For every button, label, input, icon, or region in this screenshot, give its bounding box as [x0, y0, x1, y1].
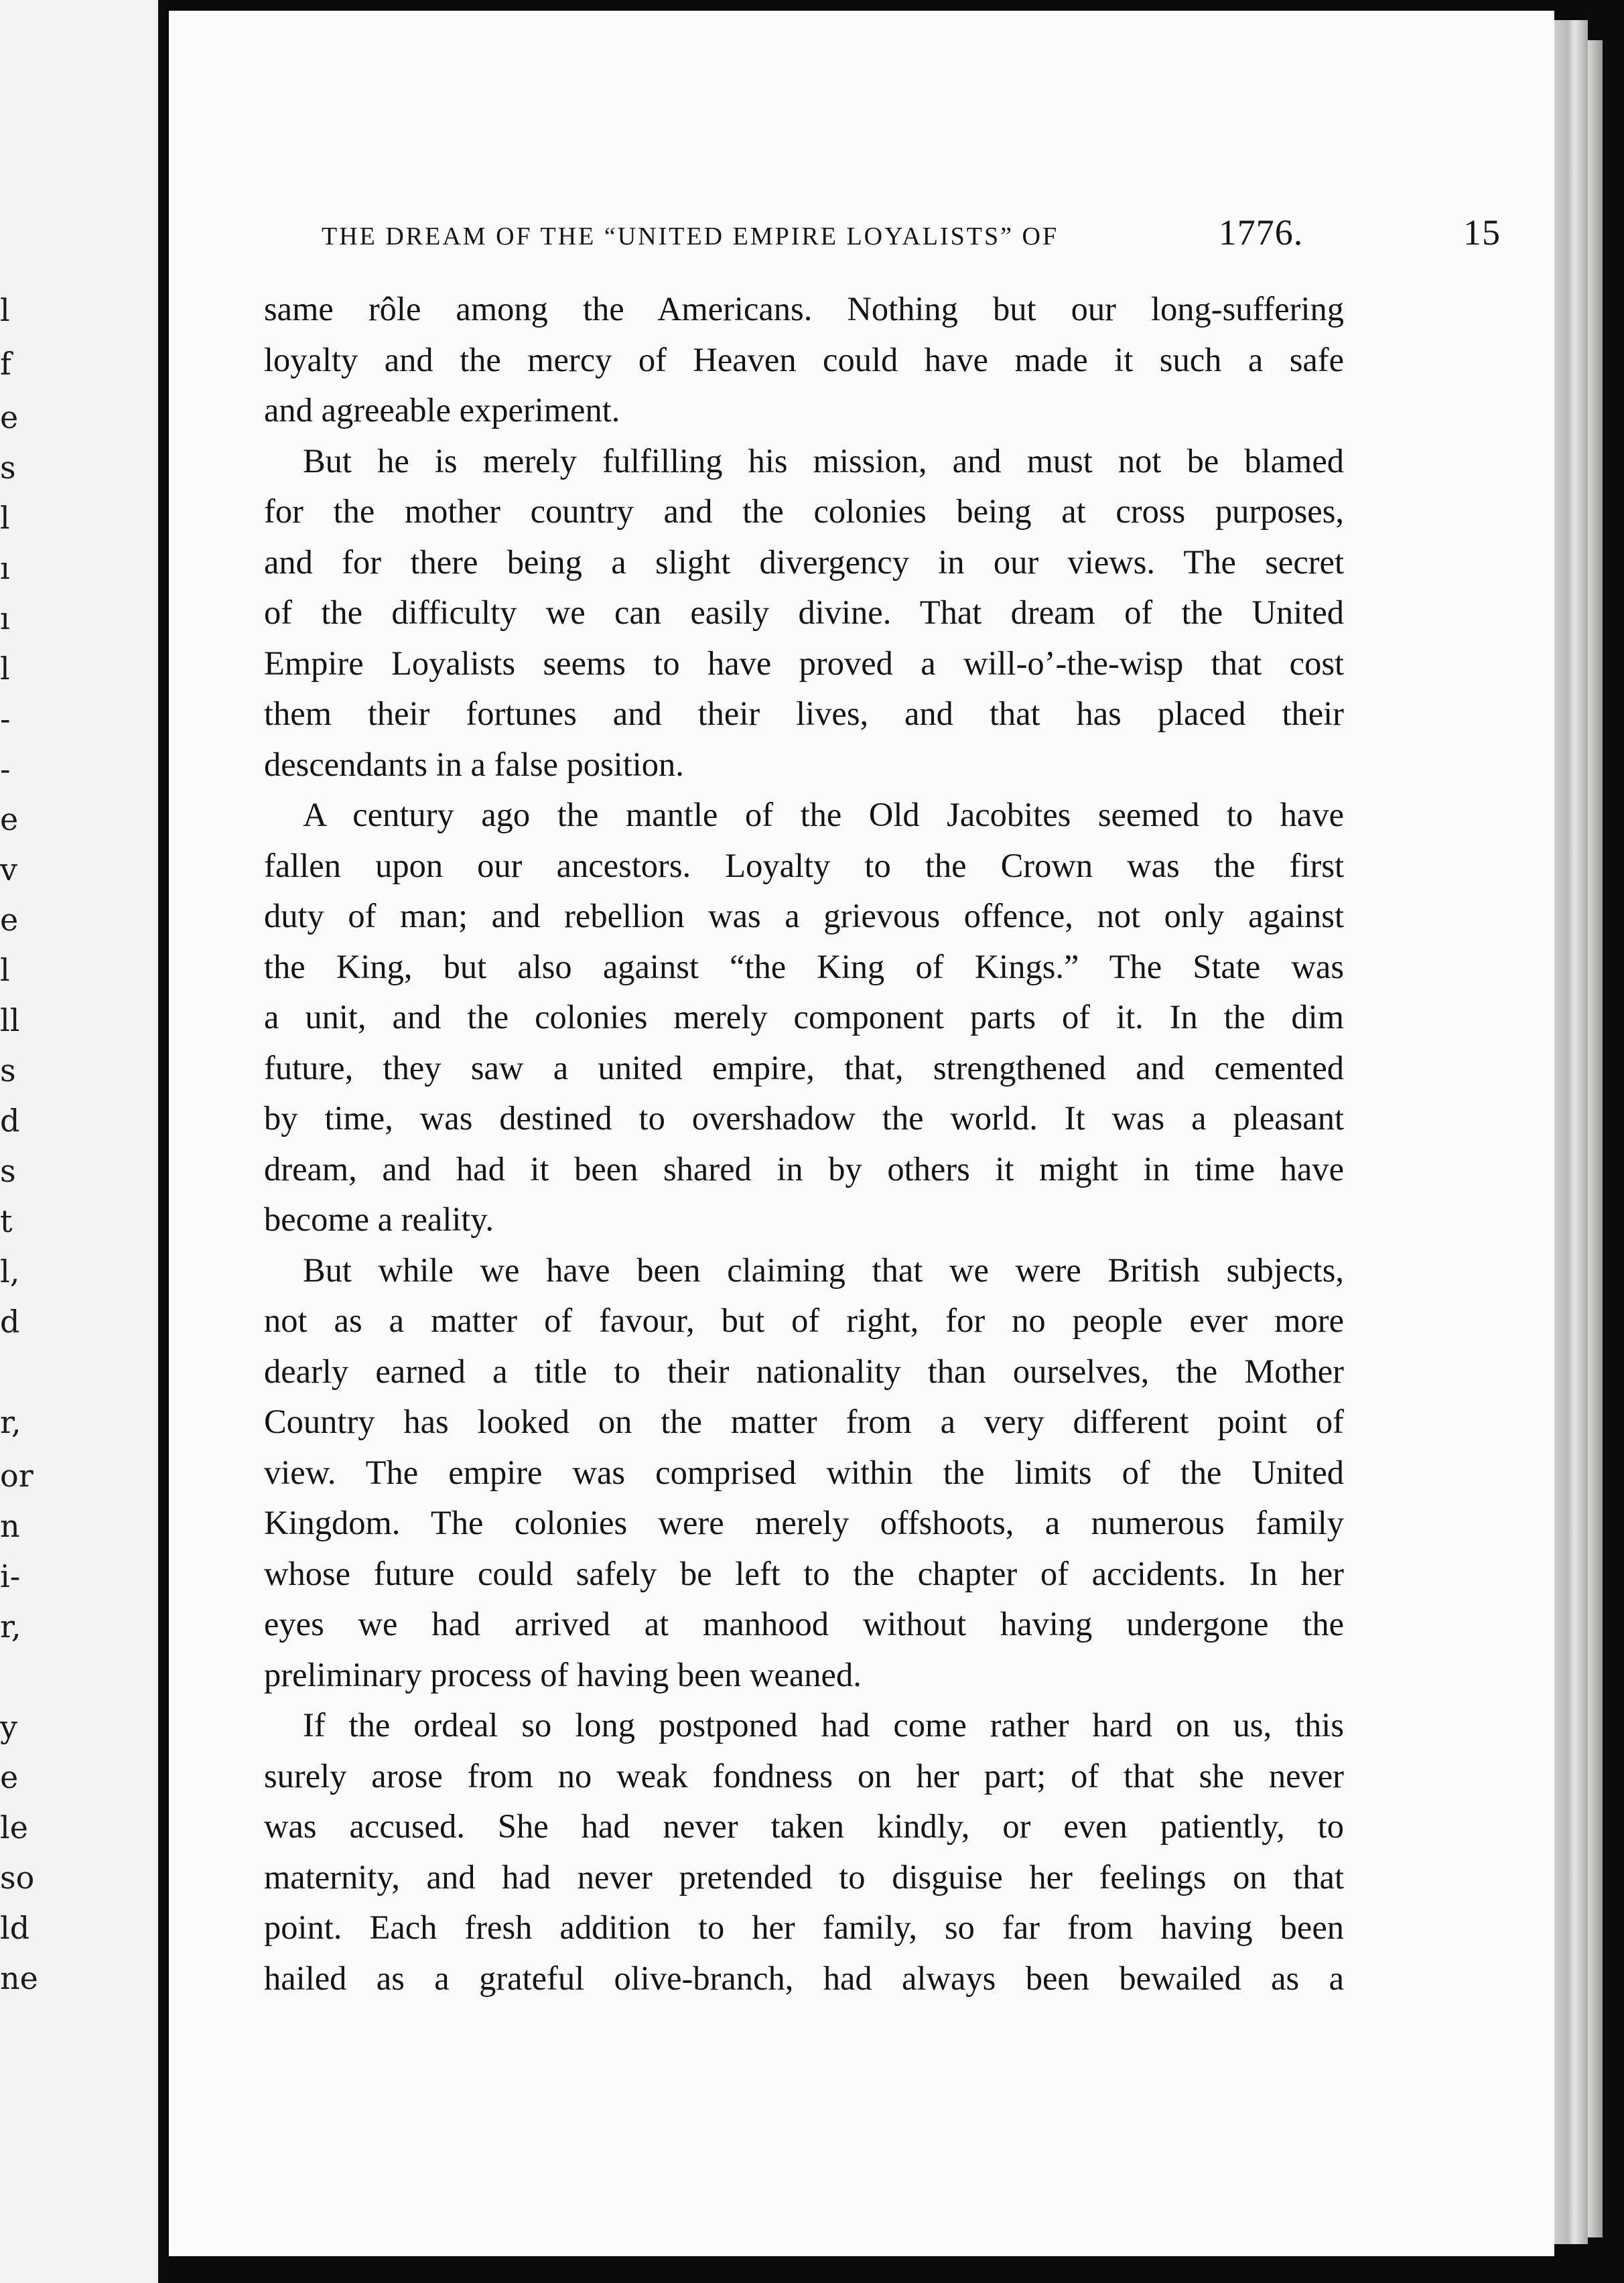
facing-page-fragment: e	[0, 399, 19, 435]
text-line: Kingdom. The colonies were merely offshoots, a numerous family	[264, 1504, 1344, 1541]
facing-page-fragment: -	[0, 751, 11, 787]
facing-page-fragment: -	[0, 701, 11, 737]
text-line: duty of man; and rebellion was a grievous offence, not only against	[264, 897, 1344, 935]
facing-page-fragment: l	[0, 650, 10, 687]
text-line: Empire Loyalists seems to have proved a will-o’-the-wisp that cost	[264, 644, 1344, 682]
facing-page-fragment: n	[0, 1508, 20, 1544]
facing-page-fragment: f	[0, 346, 12, 382]
text-line: and for there being a slight divergency in our views. The secret	[264, 543, 1344, 581]
paragraph	[264, 1245, 1344, 1701]
facing-page-fragment: s	[0, 449, 16, 486]
facing-page-fragment: s	[0, 1052, 16, 1089]
facing-page-fragment: or	[0, 1458, 33, 1494]
running-head-title: THE DREAM OF THE “UNITED EMPIRE LOYALISTS” OF	[322, 222, 1059, 251]
text-line: A century ago the mantle of the Old Jacobites seemed to have	[303, 796, 1344, 833]
facing-page-fragment: e	[0, 902, 19, 938]
facing-page-fragment: l,	[0, 1253, 20, 1290]
text-line: descendants in a false position.	[264, 745, 684, 783]
text-line: future, they saw a united empire, that, strengthened and cemented	[264, 1048, 1344, 1087]
text-line: a unit, and the colonies merely component parts of it. In the dim	[264, 998, 1344, 1036]
text-line: loyalty and the mercy of Heaven could have made it such a safe	[264, 340, 1344, 378]
running-head-year: 1776.	[1218, 212, 1304, 253]
page-stack-edge	[1554, 20, 1588, 2244]
facing-page-edge	[0, 0, 158, 2283]
text-line: eyes we had arrived at manhood without having undergone the	[264, 1605, 1344, 1643]
text-line: surely arose from no weak fondness on her part; of that she never	[264, 1756, 1344, 1795]
text-line: But he is merely fulfilling his mission, and must not be blamed	[303, 441, 1344, 480]
text-line: dream, and had it been shared in by others it might in time have	[264, 1150, 1344, 1188]
facing-page-fragment: v	[0, 851, 17, 888]
paragraph	[264, 790, 1344, 1245]
text-line: for the mother country and the colonies being at cross purposes,	[264, 492, 1344, 530]
text-line: maternity, and had never pretended to disguise her feelings on that	[264, 1858, 1344, 1896]
text-line: was accused. She had never taken kindly, or even patiently, to	[264, 1807, 1344, 1845]
facing-page-fragment: ı	[0, 600, 10, 636]
text-line: view. The empire was comprised within the limits of the United	[264, 1453, 1344, 1491]
text-line: the King, but also against “the King of Kings.” The State was	[264, 947, 1344, 985]
text-line: Country has looked on the matter from a very different point of	[264, 1403, 1344, 1440]
facing-page-fragment: ı	[0, 550, 10, 586]
paragraph	[264, 284, 1344, 436]
facing-page-fragment: ll	[0, 1002, 20, 1038]
text-line: become a reality.	[264, 1200, 494, 1238]
text-line: fallen upon our ancestors. Loyalty to the Crown was the first	[264, 846, 1344, 884]
text-line: same rôle among the Americans. Nothing but our long-suffering	[264, 290, 1344, 328]
book-gutter	[158, 0, 169, 2283]
facing-page-fragment: le	[0, 1809, 28, 1846]
facing-page-fragment: l	[0, 500, 10, 536]
text-line: them their fortunes and their lives, and that has placed their	[264, 695, 1344, 732]
text-line: whose future could safely be left to the chapter of accidents. In her	[264, 1554, 1344, 1592]
text-line: by time, was destined to overshadow the world. It was a pleasant	[264, 1099, 1344, 1137]
facing-page-fragment: l	[0, 292, 10, 328]
text-line: point. Each fresh addition to her family, so far from having been	[264, 1909, 1344, 1946]
text-line: of the difficulty we can easily divine. That dream of the United	[264, 594, 1344, 631]
facing-page-fragment: ld	[0, 1910, 30, 1946]
text-line: not as a matter of favour, but of right, for no people ever more	[264, 1302, 1344, 1339]
facing-page-fragment: s	[0, 1153, 16, 1189]
facing-page-fragment: e	[0, 1759, 19, 1795]
text-line: hailed as a grateful olive-branch, had always been bewailed as a	[264, 1959, 1344, 1997]
facing-page-fragment: i-	[0, 1558, 21, 1594]
paragraph	[264, 1700, 1344, 2004]
text-line: If the ordeal so long postponed had come rather hard on us, this	[303, 1706, 1344, 1744]
text-line: dearly earned a title to their nationality than ourselves, the Mother	[264, 1352, 1344, 1390]
facing-page-fragment: e	[0, 801, 19, 837]
body-text	[264, 284, 1344, 2004]
text-line: preliminary process of having been weaned.	[264, 1655, 862, 1693]
facing-page-fragment: r,	[0, 1404, 21, 1440]
facing-page-fragment: so	[0, 1860, 35, 1896]
page-number: 15	[1463, 212, 1501, 253]
facing-page-fragments	[0, 0, 38, 2283]
facing-page-fragment: t	[0, 1203, 13, 1239]
page-stack-edge-outer	[1588, 40, 1603, 2237]
text-line: But while we have been claiming that we were British subjects,	[303, 1251, 1344, 1289]
facing-page-fragment: r,	[0, 1608, 21, 1645]
facing-page-fragment: l	[0, 952, 10, 988]
facing-page-fragment: ne	[0, 1960, 38, 1996]
main-page	[169, 11, 1554, 2256]
facing-page-fragment: d	[0, 1103, 20, 1139]
facing-page-fragment: y	[0, 1709, 17, 1745]
text-line: and agreeable experiment.	[264, 391, 620, 429]
paragraph	[264, 436, 1344, 790]
facing-page-fragment: d	[0, 1304, 20, 1340]
running-head	[322, 212, 1501, 253]
